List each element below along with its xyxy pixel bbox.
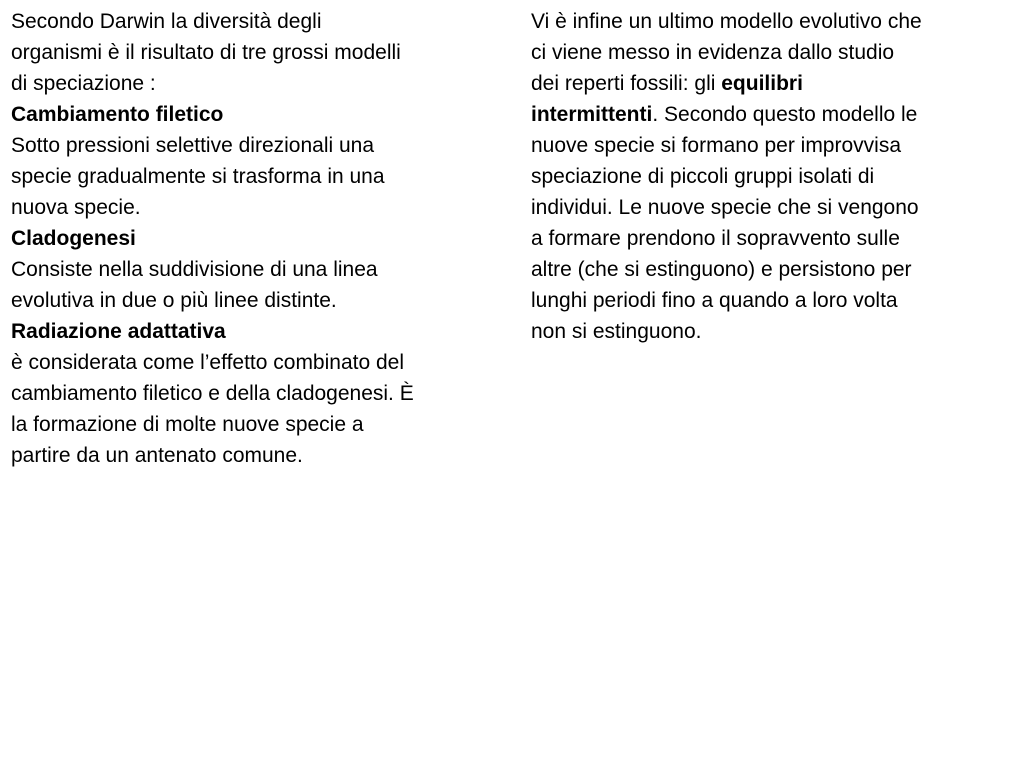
body-line: specie gradualmente si trasforma in una (11, 165, 385, 188)
body-line: nuova specie. (11, 196, 141, 219)
body-line-with-term (531, 68, 1016, 99)
body-line: Consiste nella suddivisione di una linea (11, 258, 378, 281)
intro-line: organismi è il risultato di tre grossi modelli (11, 41, 401, 64)
body-line: partire da un antenato comune. (11, 444, 303, 467)
body-text: . Secondo questo modello le (652, 103, 918, 126)
body-line-with-term (531, 99, 1016, 130)
body-text: dei reperti fossili: gli (531, 72, 722, 95)
body-line: individui. Le nuove specie che si vengono (531, 196, 919, 219)
body-line: evolutiva in due o più linee distinte. (11, 289, 337, 312)
intro-line: di speciazione : (11, 72, 156, 95)
body-line: la formazione di molte nuove specie a (11, 413, 364, 436)
body-line: cambiamento filetico e della cladogenesi. È (11, 382, 414, 405)
term-equilibri: equilibri (721, 72, 803, 95)
heading-cladogenesi: Cladogenesi (11, 227, 136, 250)
body-line: ci viene messo in evidenza dallo studio (531, 41, 895, 64)
body-line: speciazione di piccoli gruppi isolati di (531, 165, 875, 188)
body-line: altre (che si estinguono) e persistono per (531, 258, 912, 281)
body-line: nuove specie si formano per improvvisa (531, 134, 902, 157)
term-intermittenti: intermittenti (531, 103, 653, 126)
body-line: Sotto pressioni selettive direzionali una (11, 134, 375, 157)
left-text-column (11, 6, 507, 471)
body-line: a formare prendono il sopravvento sulle (531, 227, 900, 250)
heading-cambiamento-filetico: Cambiamento filetico (11, 103, 224, 126)
body-line: Vi è infine un ultimo modello evolutivo che (531, 10, 922, 33)
intro-line: Secondo Darwin la diversità degli (11, 10, 322, 33)
body-line: lunghi periodi fino a quando a loro volta (531, 289, 898, 312)
body-line: non si estinguono. (531, 320, 702, 343)
heading-radiazione-adattativa: Radiazione adattativa (11, 320, 226, 343)
body-line: è considerata come l’effetto combinato del (11, 351, 405, 374)
right-text-column (531, 6, 1016, 347)
